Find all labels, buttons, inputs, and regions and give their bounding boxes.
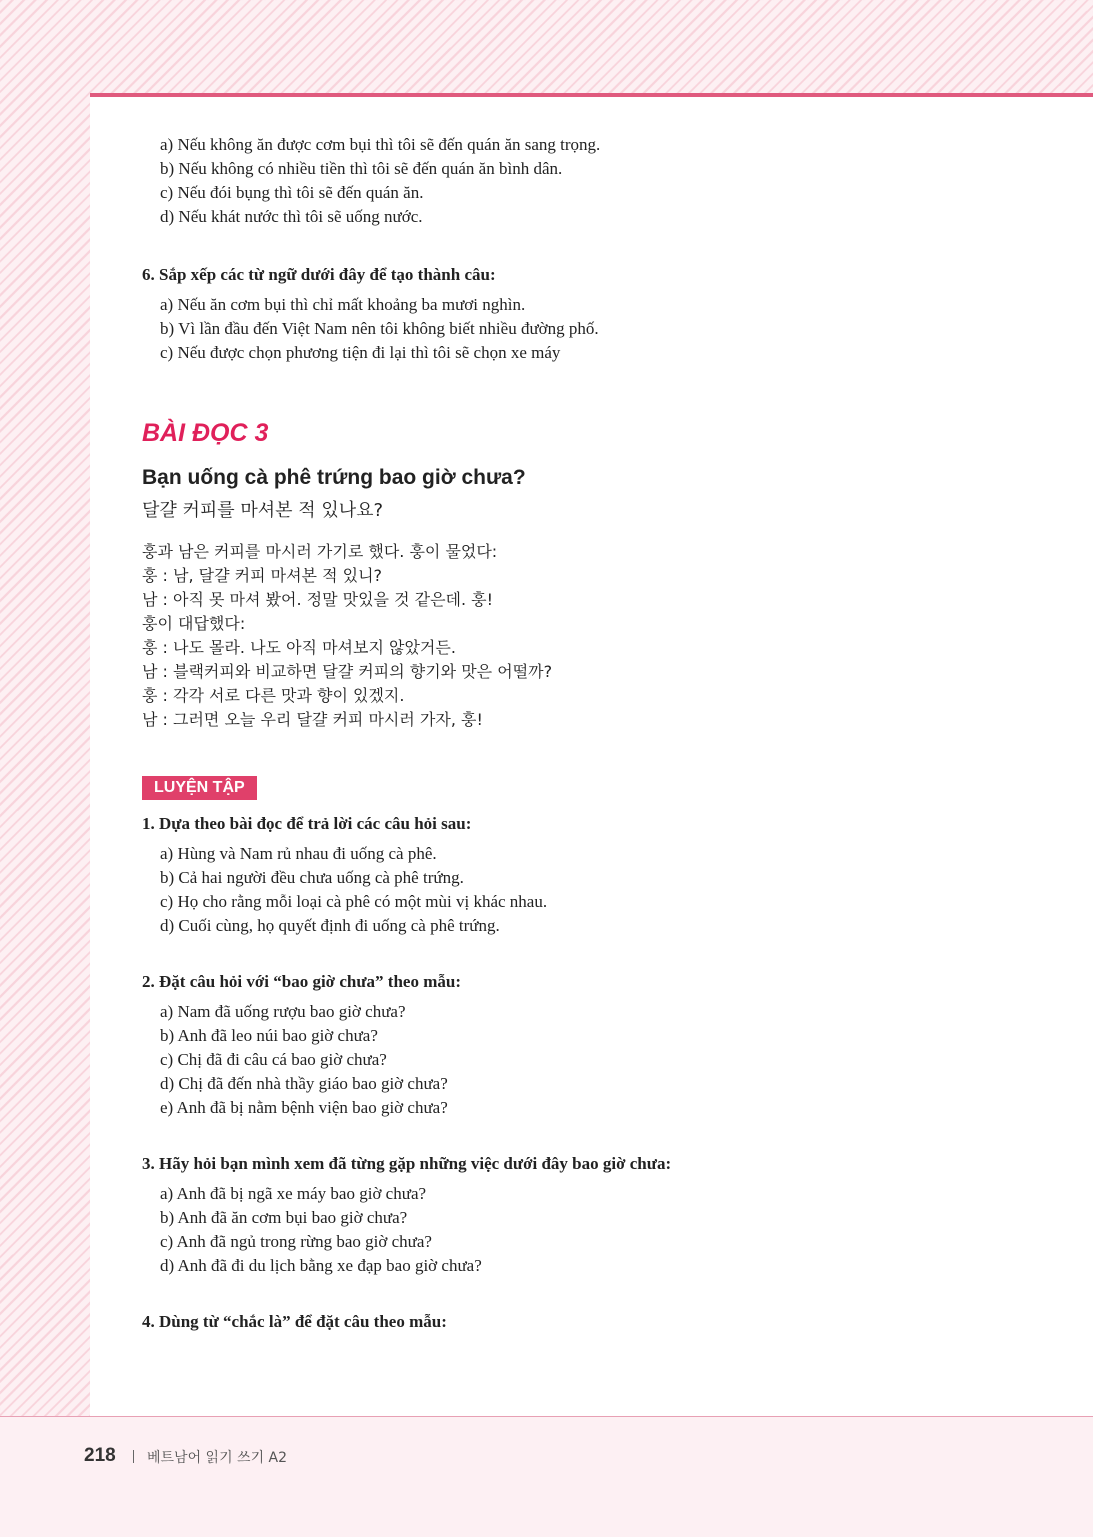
practice-badge: LUYỆN TẬP	[142, 776, 257, 800]
dialog-line: 훙과 남은 커피를 마시러 가기로 했다. 훙이 물었다:	[142, 542, 498, 561]
list-item: d) Nếu khát nước thì tôi sẽ uống nước.	[160, 207, 423, 226]
list-item: b) Anh đã leo núi bao giờ chưa?	[160, 1026, 378, 1045]
page-number: 218	[84, 1445, 116, 1466]
list-item: b) Cả hai người đều chưa uống cà phê trứng.	[160, 868, 464, 887]
reading-dialog	[142, 540, 1042, 732]
prev-exercise-items	[160, 133, 1042, 229]
dialog-line: 남 : 그러면 오늘 우리 달걀 커피 마시러 가자, 훙!	[142, 710, 483, 729]
dialog-line: 훙이 대답했다:	[142, 614, 246, 633]
book-title: 베트남어 읽기 쓰기 A2	[147, 1450, 288, 1466]
practice-question-3-items	[160, 1182, 1042, 1278]
list-item: a) Nếu ăn cơm bụi thì chỉ mất khoảng ba mươi nghìn.	[160, 295, 526, 314]
section-title: BÀI ĐỌC 3	[142, 419, 269, 447]
practice-question-1-items	[160, 842, 1042, 938]
list-item: c) Anh đã ngủ trong rừng bao giờ chưa?	[160, 1232, 432, 1251]
list-item: c) Nếu được chọn phương tiện đi lại thì tôi sẽ chọn xe máy	[160, 343, 561, 362]
list-item: a) Hùng và Nam rủ nhau đi uống cà phê.	[160, 844, 437, 863]
page-content	[142, 133, 1042, 1340]
list-item: b) Nếu không có nhiều tiền thì tôi sẽ đến quán ăn bình dân.	[160, 159, 563, 178]
page-sheet	[90, 93, 1093, 1420]
list-item: c) Họ cho rằng mỗi loại cà phê có một mùi vị khác nhau.	[160, 892, 548, 911]
practice-question-4-title: 4. Dùng từ “chắc là” để đặt câu theo mẫu:	[142, 1312, 447, 1331]
dialog-line: 훙 : 각각 서로 다른 맛과 향이 있겠지.	[142, 686, 405, 705]
list-item: a) Anh đã bị ngã xe máy bao giờ chưa?	[160, 1184, 427, 1203]
footer-divider	[133, 1450, 134, 1463]
dialog-line: 훙 : 남, 달걀 커피 마셔본 적 있니?	[142, 566, 383, 585]
list-item: c) Nếu đói bụng thì tôi sẽ đến quán ăn.	[160, 183, 424, 202]
list-item: d) Cuối cùng, họ quyết định đi uống cà phê trứng.	[160, 916, 500, 935]
question-6-items	[160, 293, 1042, 365]
practice-question-2-title: 2. Đặt câu hỏi với “bao giờ chưa” theo mẫu:	[142, 972, 461, 991]
practice-question-3-title: 3. Hãy hỏi bạn mình xem đã từng gặp những việc dưới đây bao giờ chưa:	[142, 1154, 672, 1173]
list-item: c) Chị đã đi câu cá bao giờ chưa?	[160, 1050, 387, 1069]
list-item: a) Nam đã uống rượu bao giờ chưa?	[160, 1002, 406, 1021]
question-6-title: 6. Sắp xếp các từ ngữ dưới đây để tạo thành câu:	[142, 265, 496, 284]
list-item: e) Anh đã bị nằm bệnh viện bao giờ chưa?	[160, 1098, 448, 1117]
list-item: d) Anh đã đi du lịch bằng xe đạp bao giờ chưa?	[160, 1256, 482, 1275]
list-item: d) Chị đã đến nhà thầy giáo bao giờ chưa?	[160, 1074, 448, 1093]
dialog-line: 훙 : 나도 몰라. 나도 아직 마셔보지 않았거든.	[142, 638, 456, 657]
practice-question-1-title: 1. Dựa theo bài đọc để trả lời các câu hỏi sau:	[142, 814, 472, 833]
reading-title-vi: Bạn uống cà phê trứng bao giờ chưa?	[142, 466, 526, 489]
list-item: a) Nếu không ăn được cơm bụi thì tôi sẽ đến quán ăn sang trọng.	[160, 135, 601, 154]
list-item: b) Vì lần đầu đến Việt Nam nên tôi không biết nhiều đường phố.	[160, 319, 599, 338]
dialog-line: 남 : 블랙커피와 비교하면 달걀 커피의 향기와 맛은 어떨까?	[142, 662, 553, 681]
page-footer	[0, 1416, 1093, 1537]
reading-title-ko: 달걀 커피를 마셔본 적 있나요?	[142, 500, 384, 521]
dialog-line: 남 : 아직 못 마셔 봤어. 정말 맛있을 것 같은데. 훙!	[142, 590, 494, 609]
practice-question-2-items	[160, 1000, 1042, 1120]
list-item: b) Anh đã ăn cơm bụi bao giờ chưa?	[160, 1208, 408, 1227]
